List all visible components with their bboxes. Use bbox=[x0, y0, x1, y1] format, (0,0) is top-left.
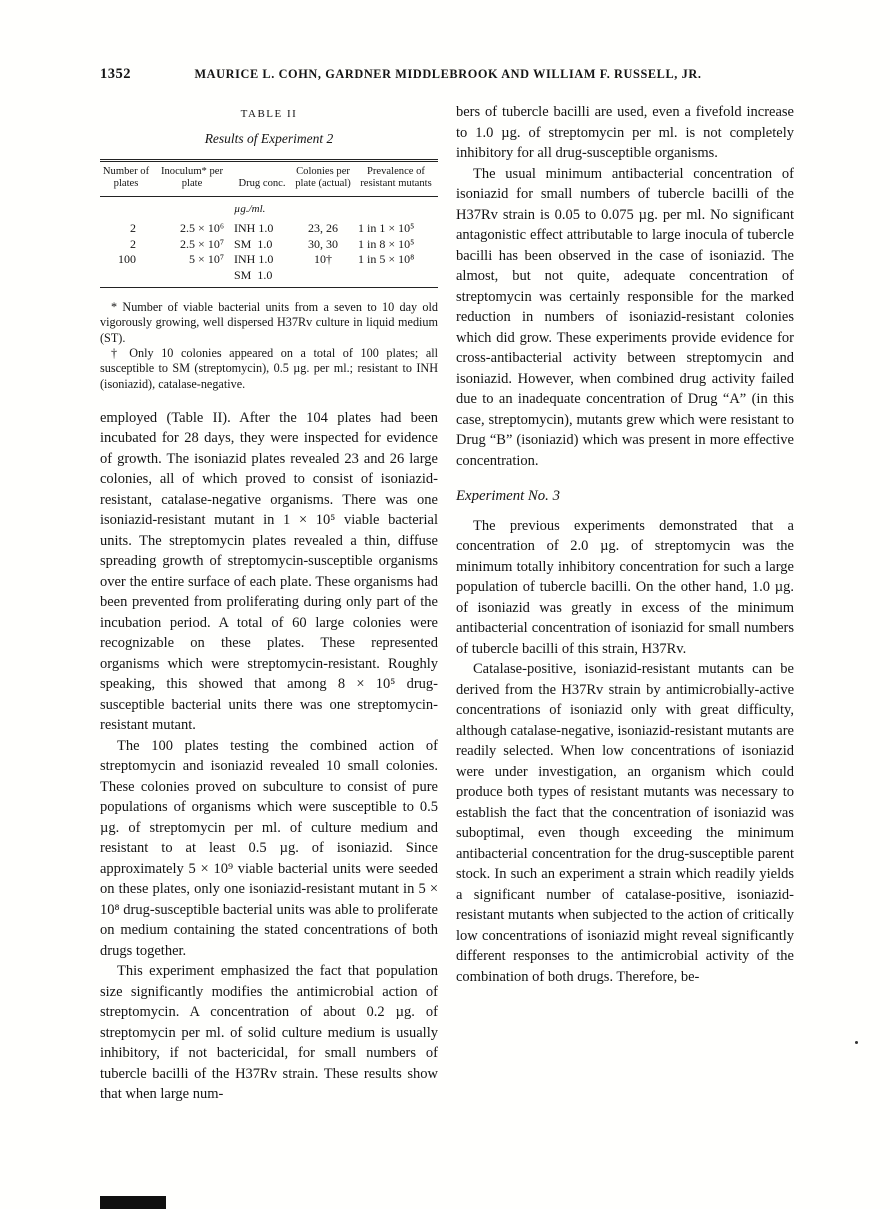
table-cell: SM 1.0 bbox=[234, 236, 273, 251]
column-header-number-of-plates: Number of plates bbox=[100, 161, 152, 197]
paragraph: The previous experiments demonstrated that a concentration of 2.0 µg. of streptomycin was the minimum totally inhibitory concentration for such a large population of tubercle bacilli. On the other hand, 1.0 µg. of isoniazid was greatly in excess of the minimum antibacterial concentration of isoniazid for small numbers of tubercle bacilli of this strain, H37Rv. bbox=[456, 517, 794, 657]
table-cell: 2 bbox=[130, 221, 136, 236]
right-column bbox=[456, 102, 794, 1105]
table-cell: 1 in 8 × 10⁵ bbox=[358, 236, 415, 251]
table-cell: 30, 30 bbox=[308, 236, 338, 251]
table-caption: Results of Experiment 2 bbox=[204, 130, 334, 146]
table-cell: INH 1.0 bbox=[234, 221, 274, 236]
paragraph: The 100 plates testing the combined action of streptomycin and isoniazid revealed 10 small colonies. These colonies proved on subculture to consist of pure populations of organisms which were susceptible to 0.5 µg. of streptomycin per ml. of culture medium and resistant to at least 0.5 µg. of isoniazid. Since approximately 5 × 10⁹ viable bacterial units were seeded on these plates, only one isoniazid-resistant mutant in 5 × 10⁸ drug-susceptible bacterial units was able to proliferate on medium containing the stated concentrations of both drugs together. bbox=[100, 737, 438, 959]
table-cell: 1 in 5 × 10⁸ bbox=[358, 252, 415, 267]
table-cell: SM 1.0 bbox=[234, 267, 273, 282]
table-header-row bbox=[100, 161, 438, 197]
table-cell: 100 bbox=[118, 252, 136, 267]
running-head-title: MAURICE L. COHN, GARDNER MIDDLEBROOK AND WILLIAM F. RUSSELL, JR. bbox=[194, 67, 702, 81]
table-cell: 5 × 10⁷ bbox=[189, 252, 224, 267]
table-cell: 1 in 1 × 10⁵ bbox=[358, 221, 415, 236]
left-column bbox=[100, 102, 438, 1105]
column-header-prevalence: Prevalence of resistant mutants bbox=[354, 161, 438, 197]
running-head bbox=[100, 66, 795, 83]
section-heading: Experiment No. 3 bbox=[456, 488, 560, 504]
table-row bbox=[100, 218, 438, 237]
table-footnote: † Only 10 colonies appeared on a total of 100 plates; all susceptible to SM (streptomycin), 0.5 µg. per ml.; resistant to INH (isoniazid), catalase-negative. bbox=[100, 345, 438, 391]
scan-dot bbox=[855, 1041, 858, 1044]
paragraph: The usual minimum antibacterial concentration of isoniazid for small numbers of tubercle bacilli of the H37Rv strain is 0.05 to 0.075 µg. per ml. No significant antagonistic effect attributable to large inocula of tubercle bacilli has been observed in the case of isoniazid. The almost, but not quite, adequate concentration of streptomycin was certainly responsible for the marked reduction in numbers of isoniazid-resistant colonies which did grow. These experiments provide evidence for cross-antibacterial activity between streptomycin and isoniazid. However, when combined drug activity failed due to an inadequate concentration of Drug “A” (in this case, streptomycin), mutants grew which were resistant to Drug “B” (isoniazid) which was present in more effective concentration. bbox=[456, 165, 794, 469]
scan-artifact bbox=[100, 1196, 166, 1209]
table-cell: 2.5 × 10⁷ bbox=[180, 236, 224, 251]
table-cell: 10† bbox=[314, 252, 332, 267]
paragraph: employed (Table II). After the 104 plates had been incubated for 28 days, they were inspected for evidence of growth. The isoniazid plates revealed 23 and 26 large colonies, all of which proved to consist of isoniazid-resistant, catalase-negative organisms. There was one isoniazid-resistant mutant in 1 × 10⁵ viable bacterial units. The streptomycin plates revealed a thin, diffuse spreading growth of streptomycin-susceptible organisms over the entire surface of each plate. These organisms had been prevented from proliferating during only part of the incubation period. A total of 60 large colonies were recognizable on these plates. These represented organisms which were streptomycin-resistant. Roughly speaking, this showed that among 8 × 10⁵ drug-susceptible bacterial units there was one streptomycin-resistant mutant. bbox=[100, 409, 438, 734]
column-header-inoculum: Inoculum* per plate bbox=[152, 161, 232, 197]
results-table bbox=[100, 159, 438, 288]
table-cell: 2 bbox=[130, 236, 136, 251]
table-row bbox=[100, 268, 438, 288]
two-column-layout bbox=[100, 102, 795, 1105]
table-row bbox=[100, 252, 438, 268]
paragraph: This experiment emphasized the fact that population size significantly modifies the antimicrobial action of streptomycin. A concentration of about 0.2 µg. of streptomycin per ml. of solid culture medium is usually inhibitory, if not bactericidal, for small numbers of tubercle bacilli of the H37Rv strain. These results show that when large num- bbox=[100, 963, 438, 1103]
page-number: 1352 bbox=[100, 66, 131, 82]
table-row bbox=[100, 237, 438, 253]
table-cell bbox=[152, 268, 232, 288]
table-cell: INH 1.0 bbox=[234, 252, 274, 267]
paragraph: bers of tubercle bacilli are used, even a fivefold increase to 1.0 µg. of streptomycin per ml. is not completely inhibitory for all drug-susceptible organisms. bbox=[456, 104, 794, 161]
units-row bbox=[100, 196, 438, 218]
units-label: µg./ml. bbox=[234, 202, 266, 215]
paragraph: Catalase-positive, isoniazid-resistant mutants can be derived from the H37Rv strain by antimicrobially-active concentrations of isoniazid only with great difficulty, although catalase-negative, isoniazid-resistant mutants are readily selected. When low concentrations of isoniazid were under investigation, an organism which could produce both types of resistant mutants was necessary to establish the fact that the concentration of isoniazid was suboptimal, even though exceeding the minimum antibacterial concentration for the drug-susceptible parent stock. In such an experiment a strain which readily yields a significant number of catalase-positive, isoniazid-resistant mutants when subjected to the action of critically low concentrations of isoniazid might reveal significantly different responses to the antimicrobial activity of the combination of both drugs. Therefore, be- bbox=[456, 661, 794, 985]
column-header-colonies: Colonies per plate (actual) bbox=[292, 161, 354, 197]
table-cell: 23, 26 bbox=[308, 221, 338, 236]
table-cell bbox=[100, 268, 152, 288]
table-cell bbox=[354, 268, 438, 288]
column-header-drug-conc: Drug conc. bbox=[232, 161, 292, 197]
table-block bbox=[100, 104, 438, 392]
table-cell bbox=[292, 268, 354, 288]
table-footnote: * Number of viable bacterial units from a seven to 10 day old vigorously growing, well dispersed H37Rv culture in liquid medium (ST). bbox=[100, 300, 438, 345]
table-cell: 2.5 × 10⁶ bbox=[180, 221, 224, 236]
table-label: TABLE II bbox=[240, 108, 298, 120]
